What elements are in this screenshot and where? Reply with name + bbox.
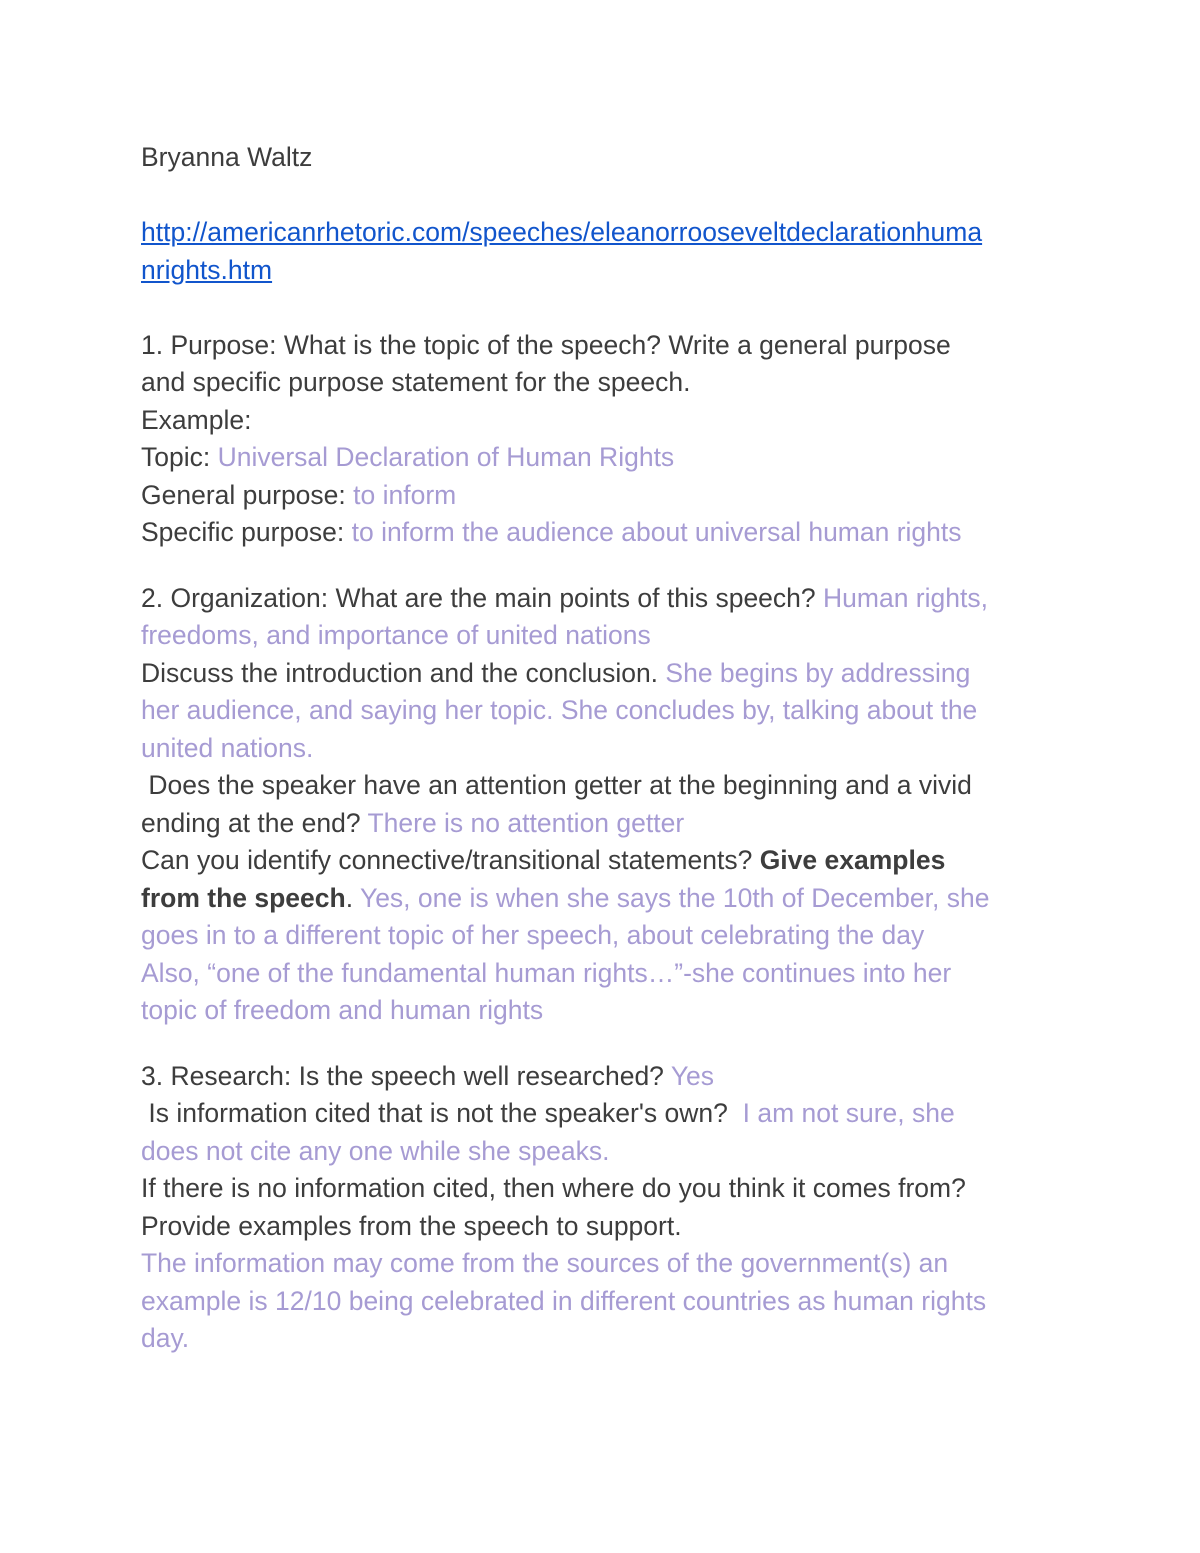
speech-link-line1[interactable]: http://americanrhetoric.com/speeches/eleanorrooseveltdeclarationhuma bbox=[141, 217, 983, 247]
q3-source-question-1: If there is no information cited, then where do you think it comes from? bbox=[141, 1173, 966, 1203]
q2-attention-question-2: ending at the end? bbox=[141, 807, 368, 838]
q2-transition-question: Can you identify connective/transitional statements? bbox=[141, 845, 760, 875]
q3-cited-answer-1: I am not sure, she bbox=[742, 1098, 955, 1128]
q2-transition-bold-1: Give examples bbox=[759, 845, 946, 875]
q3-research-answer: Yes bbox=[670, 1060, 715, 1091]
q2-intro-answer-3: united nations. bbox=[141, 732, 314, 763]
q2-org-answer-1: Human rights, bbox=[823, 582, 988, 613]
q2-transition-row-2 bbox=[141, 880, 1071, 918]
document-body bbox=[141, 139, 1071, 1358]
q1-topic-label: Topic: bbox=[141, 442, 218, 472]
q1-topic-row bbox=[141, 439, 1071, 477]
q2-transition-bold-2: from the speech bbox=[141, 882, 346, 913]
q1-example-label: Example: bbox=[141, 404, 252, 435]
q2-intro-answer-2: her audience, and saying her topic. She concludes by, talking about the bbox=[141, 695, 978, 725]
q2-intro-question: Discuss the introduction and the conclusion. bbox=[141, 657, 666, 688]
q2-attention-row bbox=[141, 805, 1071, 843]
author-name: Bryanna Waltz bbox=[141, 142, 313, 172]
q2-intro-row bbox=[141, 655, 1071, 693]
q2-org-answer-2: freedoms, and importance of united nations bbox=[141, 620, 651, 650]
q2-org-row bbox=[141, 580, 1071, 618]
speech-link-line2[interactable]: nrights.htm bbox=[141, 254, 273, 285]
q1-specific-row bbox=[141, 514, 1071, 552]
q3-cited-row bbox=[141, 1095, 1071, 1133]
q1-line2: and specific purpose statement for the speech. bbox=[141, 367, 691, 397]
q3-cited-question: Is information cited that is not the speaker's own? bbox=[141, 1098, 743, 1128]
q2-transition-period: . bbox=[345, 882, 360, 913]
q3-source-answer-3: day. bbox=[141, 1323, 190, 1353]
speech-link-cont[interactable] bbox=[141, 252, 1071, 290]
q1-specific-answer: to inform the audience about universal human rights bbox=[351, 517, 962, 547]
q2-attention-answer: There is no attention getter bbox=[367, 807, 685, 838]
q3-source-answer-1: The information may come from the sources of the government(s) an bbox=[141, 1248, 949, 1278]
q1-general-row bbox=[141, 477, 1071, 515]
q2-attention-question-1: Does the speaker have an attention getter at the beginning and a vivid bbox=[141, 770, 972, 800]
q3-research-row bbox=[141, 1058, 1071, 1096]
q2-transition-answer-2: goes in to a different topic of her speech, about celebrating the day bbox=[141, 920, 925, 950]
q1-general-label: General purpose: bbox=[141, 479, 354, 510]
q2-transition-row bbox=[141, 842, 1071, 880]
q2-transition-answer-3: Also, “one of the fundamental human rights…”-she continues into her bbox=[141, 957, 952, 988]
q3-source-question-2: Provide examples from the speech to support. bbox=[141, 1210, 682, 1241]
q1-specific-label: Specific purpose: bbox=[141, 517, 352, 547]
q1-topic-answer: Universal Declaration of Human Rights bbox=[217, 442, 675, 472]
q1-general-answer: to inform bbox=[353, 479, 457, 510]
speech-link[interactable] bbox=[141, 214, 1071, 252]
q1-line1: 1. Purpose: What is the topic of the speech? Write a general purpose bbox=[141, 329, 951, 360]
q2-intro-answer-1: She begins by addressing bbox=[665, 657, 971, 688]
q3-research-question: 3. Research: Is the speech well researched? bbox=[141, 1060, 671, 1091]
q2-org-question: 2. Organization: What are the main points of this speech? bbox=[141, 582, 824, 613]
q3-cited-answer-2: does not cite any one while she speaks. bbox=[141, 1135, 610, 1166]
q2-transition-answer-1: Yes, one is when she says the 10th of December, she bbox=[359, 882, 990, 913]
q2-transition-answer-4: topic of freedom and human rights bbox=[141, 995, 544, 1025]
q3-source-answer-2: example is 12/10 being celebrated in different countries as human rights bbox=[141, 1285, 987, 1316]
